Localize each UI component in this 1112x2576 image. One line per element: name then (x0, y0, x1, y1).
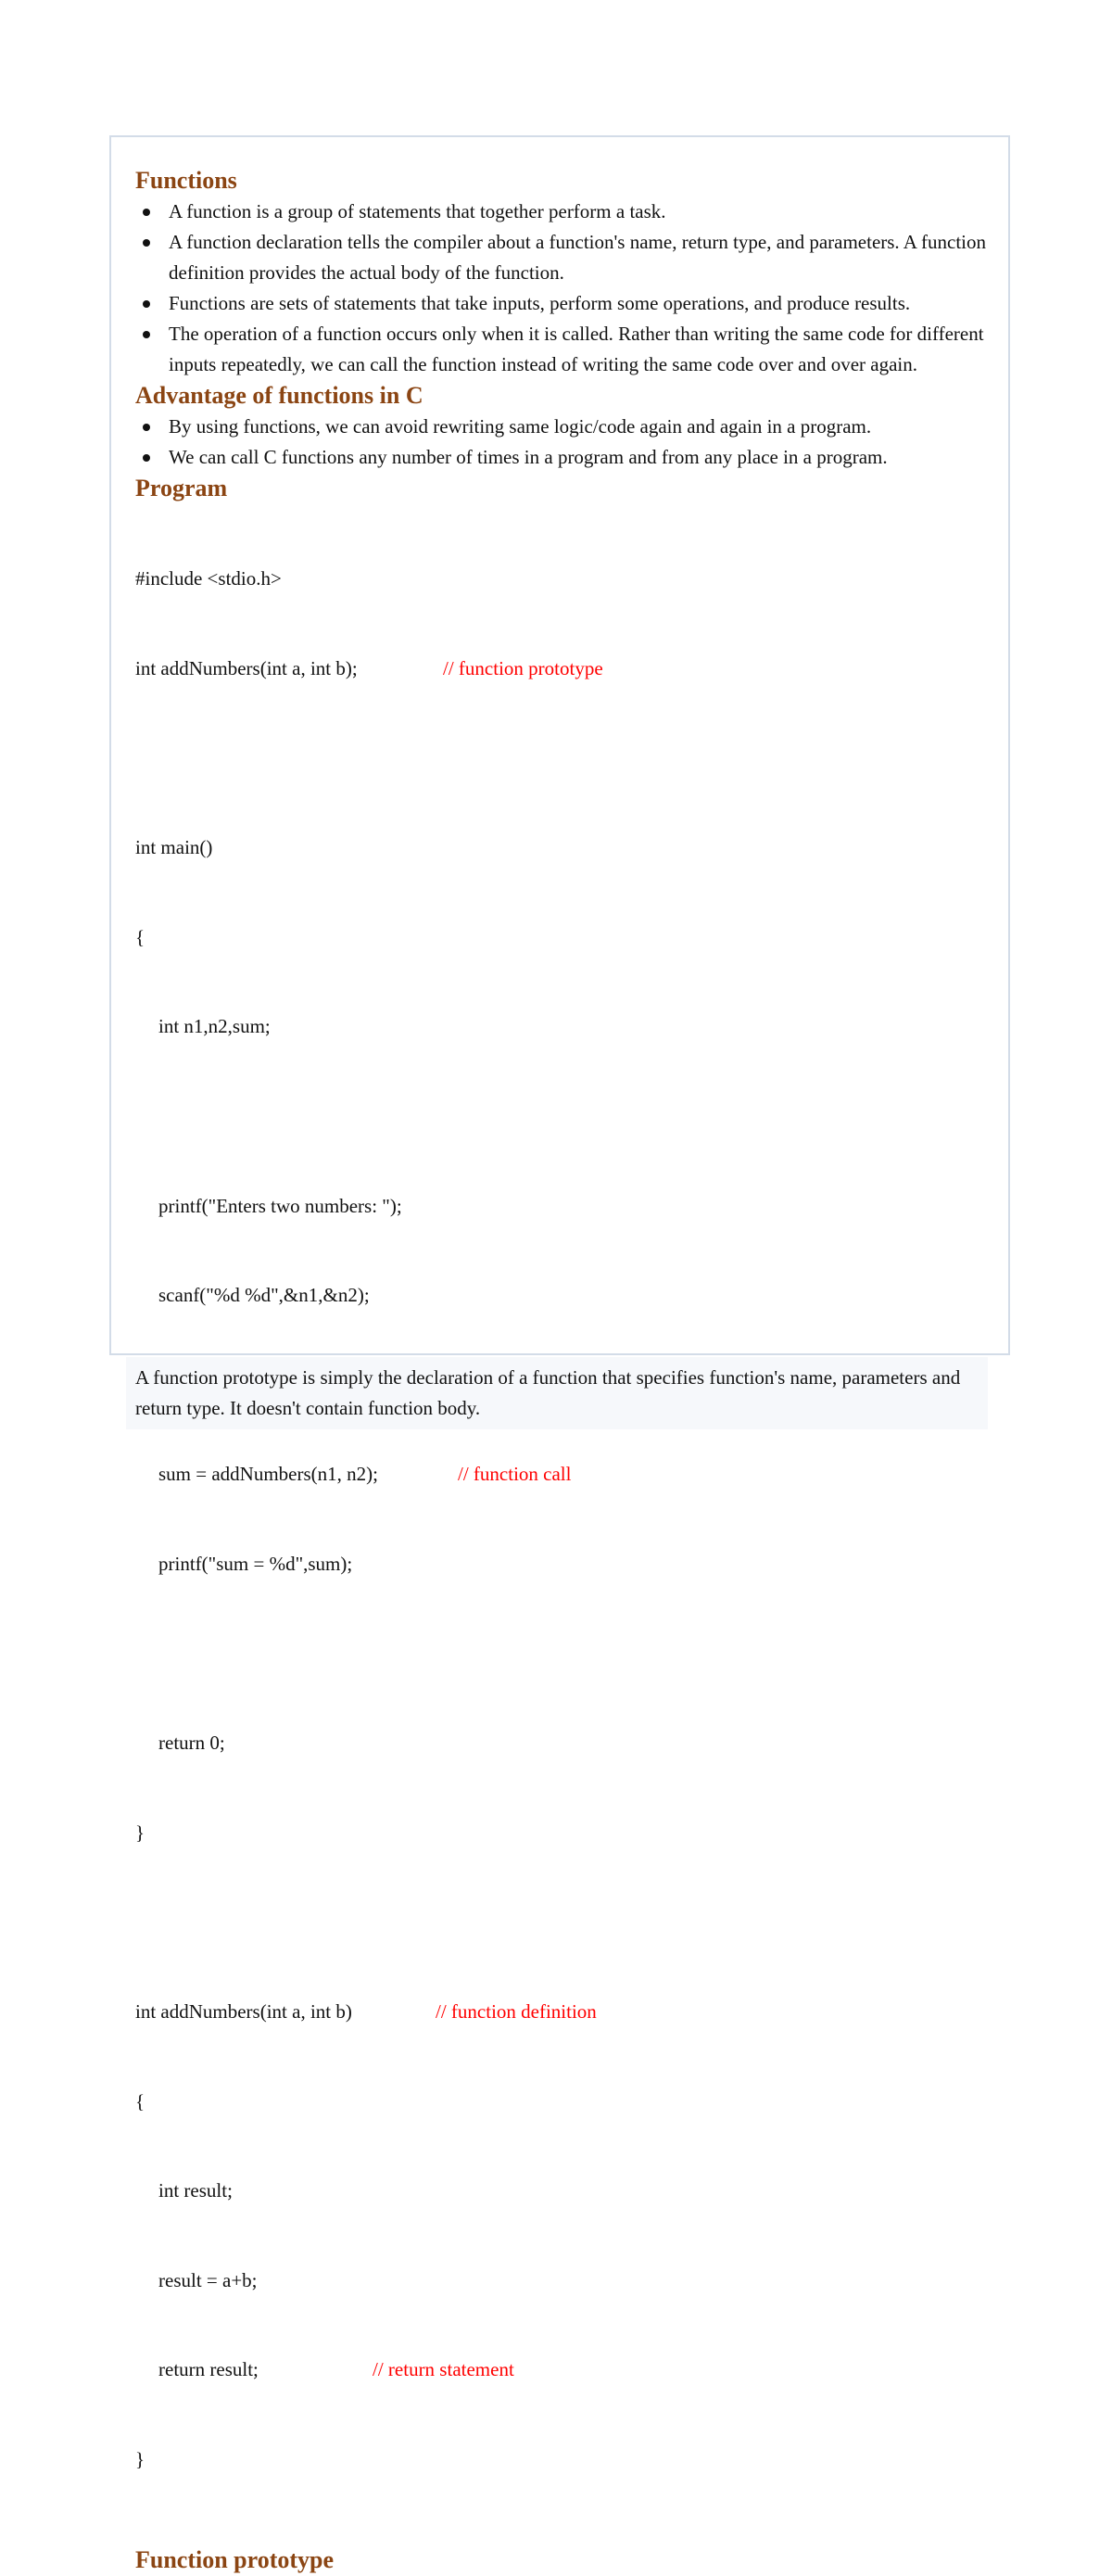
advantages-heading: Advantage of functions in C (135, 382, 423, 409)
code-text: printf("sum = %d",sum); (158, 1552, 353, 1575)
code-text: scanf("%d %d",&n1,&n2); (158, 1284, 370, 1307)
code-line (135, 1728, 988, 1758)
list-item: Functions are sets of statements that take inputs, perform some operations, and produce results. (135, 288, 988, 319)
code-line (135, 2444, 988, 2474)
functions-heading: Functions (135, 167, 237, 194)
code-text: printf("Enters two numbers: "); (158, 1194, 402, 1217)
code-comment: // function prototype (443, 657, 603, 679)
code-line (135, 2087, 988, 2116)
code-line (135, 564, 988, 593)
code-line (135, 1011, 988, 1041)
list-item: By using functions, we can avoid rewriting same logic/code again and again in a program. (135, 412, 988, 442)
advantages-bullet-list (135, 412, 988, 473)
code-text: { (135, 2089, 145, 2113)
code-blank-line (135, 1101, 988, 1131)
code-line (135, 1549, 988, 1579)
list-item: We can call C functions any number of times in a program and from any place in a program. (135, 442, 988, 473)
code-comment: // function call (458, 1463, 572, 1486)
code-blank-line (135, 743, 988, 773)
code-block (135, 504, 988, 2533)
code-text: return 0; (158, 1732, 225, 1755)
code-line (135, 2354, 988, 2384)
code-line (135, 1818, 988, 1847)
code-text: } (135, 1821, 145, 1844)
code-line (135, 654, 988, 683)
code-line (135, 1280, 988, 1310)
code-text: #include <stdio.h> (135, 567, 282, 590)
code-text: int addNumbers(int a, int b); (135, 657, 358, 679)
code-text: int main() (135, 836, 213, 859)
code-text: sum = addNumbers(n1, n2); (158, 1463, 378, 1486)
code-text: int n1,n2,sum; (158, 1015, 271, 1038)
list-item: The operation of a function occurs only when it is called. Rather than writing the same code for different inputs repeatedly, we can call the function instead of writing the same code over and over again. (135, 319, 988, 380)
code-text: int addNumbers(int a, int b) (135, 1999, 352, 2023)
code-line (135, 832, 988, 862)
code-blank-line (135, 1639, 988, 1669)
code-comment: // function definition (436, 1999, 597, 2023)
code-text: result = a+b; (158, 2268, 258, 2291)
code-text: } (135, 2447, 145, 2470)
code-line (135, 2176, 988, 2205)
code-blank-line (135, 1907, 988, 1936)
code-text: return result; (158, 2358, 259, 2381)
code-line (135, 1997, 988, 2026)
list-item: A function is a group of statements that together perform a task. (135, 197, 988, 227)
function-prototype-heading: Function prototype (135, 2546, 335, 2574)
code-text: { (135, 925, 145, 948)
code-line (135, 1459, 988, 1489)
program-heading: Program (135, 475, 228, 501)
code-text: int result; (158, 2179, 233, 2202)
code-line (135, 922, 988, 952)
function-prototype-text: A function prototype is simply the declaration of a function that specifies function's name, parameters and return type. It doesn't contain function body. (126, 1357, 988, 1429)
code-line (135, 2265, 988, 2295)
functions-bullet-list (135, 197, 988, 380)
code-comment: // return statement (373, 2358, 514, 2381)
list-item: A function declaration tells the compiler about a function's name, return type, and parameters. A function definition provides the actual body of the function. (135, 227, 988, 288)
code-line (135, 1191, 988, 1221)
